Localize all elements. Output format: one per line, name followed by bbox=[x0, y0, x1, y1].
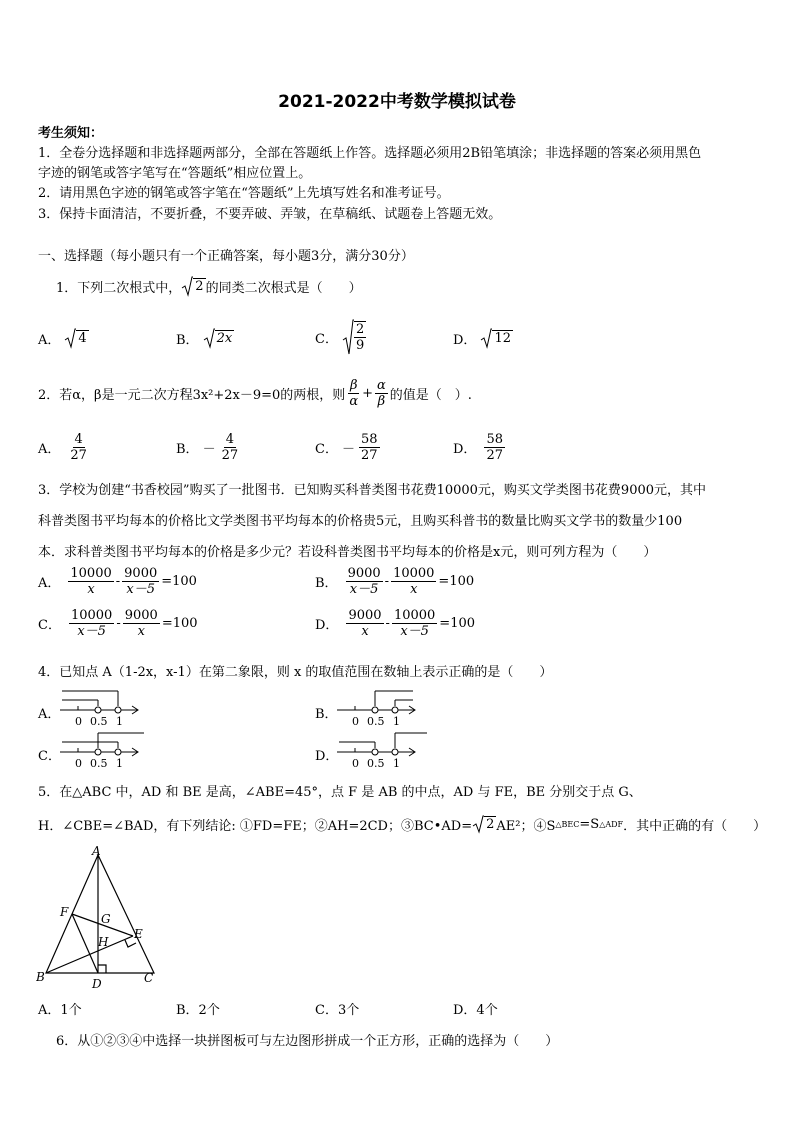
q4-option-d-label[interactable]: D． bbox=[315, 749, 339, 764]
q3-option-b[interactable] bbox=[315, 566, 474, 597]
point-label: G bbox=[101, 912, 111, 926]
numerator: 10000 bbox=[70, 608, 113, 623]
sqrt-symbol bbox=[480, 327, 492, 349]
fraction bbox=[347, 378, 360, 409]
tick-label: 1 bbox=[393, 715, 400, 728]
fraction bbox=[122, 566, 159, 597]
question-3-line: 本．求科普类图书平均每本的价格是多少元？若设科普类图书平均每本的价格是x元，则可列方程为（ ） bbox=[38, 545, 657, 560]
q3-option-c[interactable] bbox=[38, 608, 198, 639]
denominator: x－5 bbox=[400, 624, 429, 639]
denominator: α bbox=[349, 394, 359, 409]
point-label: C bbox=[144, 971, 154, 985]
option-label: B． bbox=[315, 576, 338, 591]
numerator: 4 bbox=[74, 432, 83, 447]
q5-option-b[interactable]: B．2个 bbox=[176, 1003, 220, 1018]
q1-option-c[interactable] bbox=[315, 318, 366, 356]
notice-line: 2．请用黑色字迹的钢笔或答字笔在“答题纸”上先填写姓名和准考证号。 bbox=[38, 186, 450, 201]
numerator: 2 bbox=[355, 322, 365, 337]
denominator: x bbox=[410, 582, 418, 597]
radicand: 2 bbox=[195, 279, 204, 294]
subscript: △ADF bbox=[599, 819, 624, 829]
question-3-line: 科普类图书平均每本的价格比文学类图书平均每本的价格贵5元，且购买科普书的数量比购买文学书的数量少100 bbox=[38, 514, 683, 529]
triangle-figure bbox=[36, 843, 166, 993]
question-text: 的同类二次根式是（ ） bbox=[205, 280, 362, 296]
q2-option-d[interactable] bbox=[453, 432, 505, 463]
equation-rhs: =100 bbox=[439, 616, 476, 631]
radicand: 2x bbox=[216, 331, 233, 346]
radicand: 12 bbox=[494, 331, 511, 346]
q4-option-b-numberline[interactable] bbox=[335, 688, 425, 728]
question-text: 的值是（ ）. bbox=[389, 388, 472, 403]
subscript: △BEC bbox=[555, 819, 580, 829]
sqrt-symbol bbox=[203, 327, 215, 349]
option-label: A． bbox=[38, 576, 61, 591]
point-label: B bbox=[36, 970, 45, 984]
tick-label: 1 bbox=[116, 757, 123, 770]
q4-option-a-label[interactable]: A． bbox=[38, 707, 61, 722]
q2-option-a[interactable] bbox=[38, 432, 89, 463]
option-label: C． bbox=[38, 618, 61, 633]
option-label: D． bbox=[315, 618, 339, 633]
tick-label: 0 bbox=[352, 715, 359, 728]
numerator: 9000 bbox=[347, 566, 381, 581]
radicand: 2 bbox=[486, 817, 495, 832]
fraction bbox=[359, 432, 380, 463]
option-label: A． bbox=[38, 442, 61, 457]
fraction bbox=[354, 321, 366, 353]
point-label: E bbox=[134, 927, 143, 941]
fraction bbox=[68, 432, 89, 463]
sqrt-symbol bbox=[342, 318, 354, 356]
question-text: H．∠CBE=∠BAD，有下列结论: ①FD=FE；②AH=2CD；③BC•AD= bbox=[38, 818, 473, 834]
option-label: C． bbox=[315, 442, 338, 457]
point-label: D bbox=[92, 977, 102, 991]
option-label: C． bbox=[315, 331, 338, 347]
tick-label: 0.5 bbox=[367, 715, 385, 728]
section-heading: 一、选择题（每小题只有一个正确答案，每小题3分，满分30分） bbox=[38, 249, 414, 264]
q5-option-a[interactable]: A．1个 bbox=[38, 1003, 82, 1018]
fraction bbox=[392, 608, 437, 639]
numerator: α bbox=[377, 378, 386, 393]
denominator: x－5 bbox=[349, 582, 379, 597]
denominator: x bbox=[137, 624, 145, 639]
q4-option-b-label[interactable]: B． bbox=[315, 707, 338, 722]
question-4: 4．已知点 A（1-2x，x-1）在第二象限，则 x 的取值范围在数轴上表示正确的是（ ） bbox=[38, 665, 553, 680]
option-label: B． bbox=[176, 442, 199, 457]
fraction bbox=[68, 566, 113, 597]
numerator: 9000 bbox=[348, 608, 382, 623]
plus-sign: + bbox=[362, 386, 373, 401]
notice-line: 3．保持卡面清洁，不要折叠，不要弄破、弄皱，在草稿纸、试题卷上答题无效。 bbox=[38, 207, 502, 222]
sign: － bbox=[341, 442, 355, 457]
option-label: D． bbox=[453, 442, 477, 457]
q1-option-a[interactable] bbox=[38, 327, 89, 349]
q5-option-c[interactable]: C．3个 bbox=[315, 1003, 360, 1018]
equation-rhs: =100 bbox=[161, 574, 197, 589]
q1-option-b[interactable] bbox=[176, 327, 234, 349]
equation-rhs: =100 bbox=[438, 574, 475, 589]
equation-rhs: =100 bbox=[161, 616, 198, 631]
question-3-line: 3．学校为创建“书香校园”购买了一批图书．已知购买科普类图书花费10000元，购买文学类图书花费9000元，其中 bbox=[38, 483, 707, 498]
q1-option-d[interactable] bbox=[453, 327, 513, 349]
q5-option-d[interactable]: D．4个 bbox=[453, 1003, 498, 1018]
question-6: 6．从①②③④中选择一块拼图板可与左边图形拼成一个正方形，正确的选择为（ ） bbox=[56, 1034, 559, 1049]
denominator: 9 bbox=[355, 338, 365, 353]
point-label: H bbox=[98, 935, 109, 949]
numerator: 4 bbox=[225, 432, 234, 447]
q4-option-c-numberline[interactable] bbox=[58, 730, 148, 770]
q2-option-c[interactable] bbox=[315, 432, 380, 463]
notice-line: 1．全卷分选择题和非选择题两部分，全部在答题纸上作答。选择题必须用2B铅笔填涂；非选择题的答案必须用黑色 bbox=[38, 146, 702, 161]
denominator: 27 bbox=[70, 448, 87, 463]
denominator: x－5 bbox=[77, 624, 106, 639]
minus-sign: - bbox=[384, 574, 390, 589]
tick-label: 1 bbox=[116, 715, 123, 728]
tick-label: 0 bbox=[352, 757, 359, 770]
question-2 bbox=[38, 378, 472, 409]
numerator: 10000 bbox=[393, 608, 436, 623]
fraction bbox=[220, 432, 241, 463]
q4-option-a-numberline[interactable] bbox=[58, 688, 148, 728]
tick-label: 0.5 bbox=[90, 715, 108, 728]
numerator: 58 bbox=[486, 432, 503, 447]
point-label: F bbox=[60, 905, 69, 919]
radicand: 4 bbox=[78, 331, 87, 346]
fraction bbox=[346, 566, 383, 597]
numerator: 9000 bbox=[124, 566, 158, 581]
option-label: A． bbox=[38, 332, 61, 348]
q3-option-a[interactable] bbox=[38, 566, 197, 597]
notice-heading: 考生须知： bbox=[38, 126, 104, 141]
tick-label: 0.5 bbox=[367, 757, 385, 770]
sqrt-symbol bbox=[64, 327, 76, 349]
denominator: 27 bbox=[221, 448, 239, 463]
sqrt-symbol bbox=[472, 814, 484, 834]
fraction bbox=[69, 608, 114, 639]
q4-option-c-label[interactable]: C． bbox=[38, 749, 61, 764]
denominator: 27 bbox=[486, 448, 503, 463]
tick-label: 0 bbox=[75, 757, 82, 770]
denominator: x－5 bbox=[126, 582, 155, 597]
question-text: AE²；④S bbox=[496, 818, 556, 834]
notice-line: 字迹的钢笔或答字笔写在“答题纸”相应位置上。 bbox=[38, 166, 312, 181]
tick-label: 0.5 bbox=[90, 757, 108, 770]
question-5-line bbox=[38, 814, 766, 834]
fraction bbox=[346, 608, 383, 639]
page-title: 2021-2022中考数学模拟试卷 bbox=[278, 92, 516, 112]
denominator: x bbox=[87, 582, 95, 597]
sqrt-symbol bbox=[181, 275, 193, 297]
minus-sign: - bbox=[115, 574, 121, 589]
fraction bbox=[391, 566, 436, 597]
q2-option-b[interactable] bbox=[176, 432, 240, 463]
q4-option-d-numberline[interactable] bbox=[335, 730, 430, 770]
numerator: 58 bbox=[360, 432, 378, 447]
fraction bbox=[375, 378, 388, 409]
tick-label: 0 bbox=[75, 715, 82, 728]
numerator: 10000 bbox=[70, 566, 112, 581]
fraction bbox=[123, 608, 160, 639]
point-label: A bbox=[92, 844, 101, 858]
question-text: =S bbox=[579, 816, 600, 832]
question-text: ．其中正确的有（ ） bbox=[623, 818, 767, 834]
denominator: x bbox=[361, 624, 369, 639]
minus-sign: - bbox=[116, 616, 121, 631]
question-text: 2．若α，β是一元二次方程3x²+2x－9=0的两根，则 bbox=[38, 388, 346, 403]
numerator: β bbox=[349, 378, 358, 393]
minus-sign: - bbox=[385, 616, 390, 631]
question-1 bbox=[56, 275, 362, 297]
question-text: 1．下列二次根式中， bbox=[56, 280, 182, 296]
numerator: 10000 bbox=[393, 566, 435, 581]
q3-option-d[interactable] bbox=[315, 608, 475, 639]
denominator: 27 bbox=[360, 448, 378, 463]
tick-label: 1 bbox=[393, 757, 400, 770]
fraction bbox=[484, 432, 505, 463]
denominator: β bbox=[377, 394, 386, 409]
option-label: B． bbox=[176, 332, 199, 348]
option-label: D． bbox=[453, 332, 477, 348]
numerator: 9000 bbox=[124, 608, 158, 623]
sign: － bbox=[202, 442, 216, 457]
question-5-line: 5．在△ABC 中，AD 和 BE 是高，∠ABE=45°，点 F 是 AB 的中点，AD 与 FE，BE 分别交于点 G、 bbox=[38, 785, 642, 800]
